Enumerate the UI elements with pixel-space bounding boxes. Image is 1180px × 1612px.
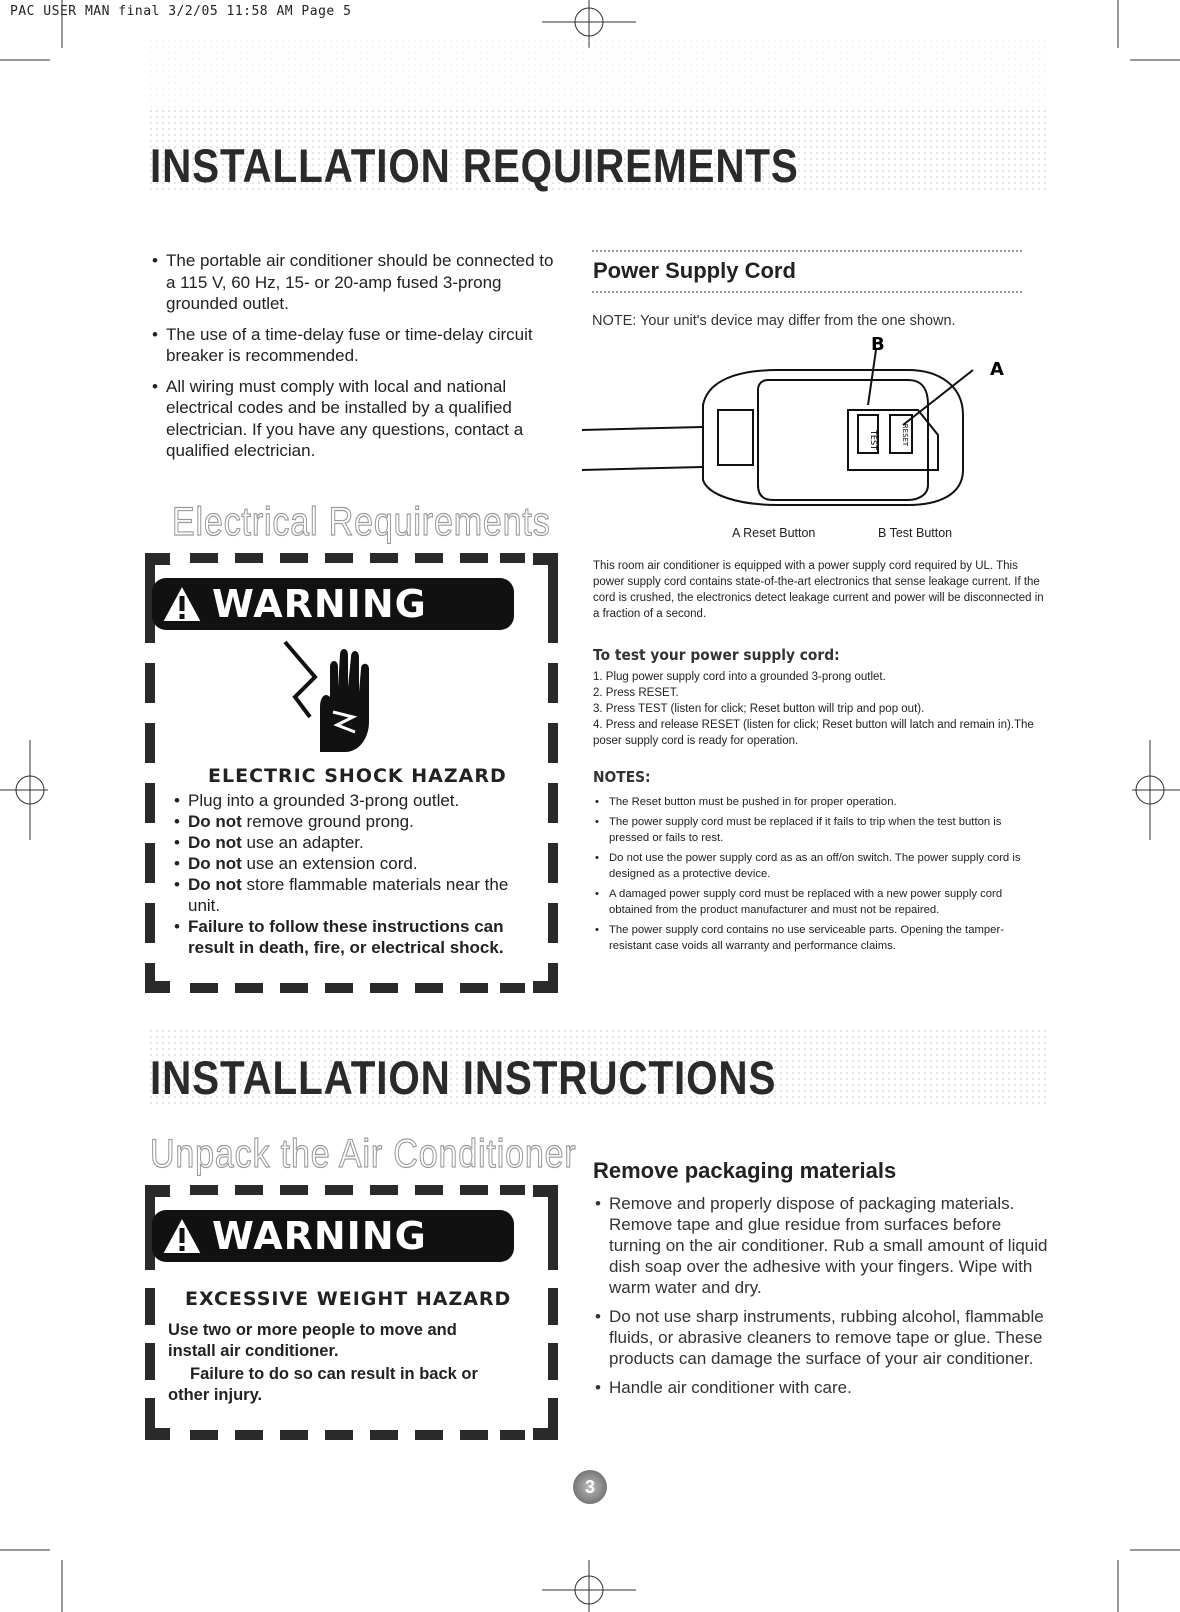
electric-shock-hazard-title: ELECTRIC SHOCK HAZARD (208, 765, 507, 787)
page-number: 3 (584, 1476, 595, 1497)
notes-title: NOTES: (593, 768, 651, 786)
list-item: • Do not use the power supply cord as as an off/on switch. The power supply cord is designed as a protective device. (593, 850, 1033, 882)
list-item: • Do not remove ground prong. (172, 811, 522, 832)
label-b: B (871, 334, 885, 355)
cord-description: This room air conditioner is equipped with a power supply cord required by UL. This power supply cord contains state-of-the-art electronics that sense leakage current. If the cord is crushed, the electronics detect leakage current and power will be disconnected in a fraction of a second. (593, 560, 1044, 620)
warning-triangle-icon (160, 1214, 204, 1258)
requirements-list (150, 250, 555, 471)
warning-label: WARNING (212, 1214, 427, 1258)
title-band-fade (150, 40, 1050, 110)
divider (592, 291, 1022, 295)
test-button-label: TEST (869, 430, 878, 450)
list-item: • Do not use sharp instruments, rubbing alcohol, flammable fluids, or abrasive cleaners to remove tape or glue. These products can damage the surface of your air conditioner. (593, 1306, 1053, 1369)
caption-b: B Test Button (878, 526, 953, 540)
cord-note: NOTE: Your unit's device may differ from the one shown. (592, 313, 956, 329)
list-item: • A damaged power supply cord must be replaced with a new power supply cord obtained from the product manufacturer and must not be repaired. (593, 886, 1033, 918)
remove-packaging-title: Remove packaging materials (593, 1158, 897, 1183)
power-supply-cord-title: Power Supply Cord (593, 258, 796, 283)
electrical-requirements-heading: Electrical Requirements (172, 500, 551, 544)
remove-packaging-list (593, 1193, 1053, 1406)
reset-button-label: RESET (901, 423, 909, 447)
list-item: • The Reset button must be pushed in for proper operation. (593, 794, 1033, 810)
weight-warning-line-1: Use two or more people to move and install air conditioner. (168, 1321, 457, 1360)
step: 1. Plug power supply cord into a grounded 3-prong outlet. (593, 671, 886, 683)
list-item: • The portable air conditioner should be connected to a 115 V, 60 Hz, 15- or 20-amp fused 3-prong grounded outlet. (150, 250, 555, 315)
warning-banner (152, 1210, 514, 1262)
installation-instructions-title: INSTALLATION INSTRUCTIONS (150, 1051, 777, 1104)
notes-list (593, 794, 1033, 958)
warning-banner (152, 578, 514, 630)
list-item: • All wiring must comply with local and national electrical codes and be installed by a qualified electrician. If you have any questions, contact a qualified electrician. (150, 376, 555, 462)
step: 4. Press and release RESET (listen for click; Reset button will latch and remain in).The poser supply cord is ready for operation. (593, 719, 1034, 747)
list-item: • Plug into a grounded 3-prong outlet. (172, 790, 522, 811)
list-item: • Do not store flammable materials near the unit. (172, 874, 522, 916)
shock-hazard-list (172, 790, 522, 958)
power-cord-diagram (578, 334, 1018, 520)
weight-warning-line-2: Failure to do so can result in back or other injury. (168, 1365, 478, 1404)
warning-label: WARNING (212, 582, 427, 626)
step: 2. Press RESET. (593, 687, 679, 699)
print-header: PAC USER MAN final 3/2/05 11:58 AM Page 5 (10, 4, 352, 19)
caption-a: A Reset Button (732, 526, 816, 540)
test-cord-title: To test your power supply cord: (593, 646, 840, 664)
divider (592, 250, 1022, 254)
list-item: • The use of a time-delay fuse or time-delay circuit breaker is recommended. (150, 324, 555, 367)
test-steps (593, 669, 1048, 749)
installation-requirements-title: INSTALLATION REQUIREMENTS (150, 139, 799, 192)
list-item: • Remove and properly dispose of packaging materials. Remove tape and glue residue from surfaces before turning on the air conditioner. Rub a small amount of liquid dish soap over the adhesive with your fingers. Wipe with warm water and dry. (593, 1193, 1053, 1298)
list-item: • Handle air conditioner with care. (593, 1377, 1053, 1398)
warning-triangle-icon (160, 582, 204, 626)
list-item: • Do not use an extension cord. (172, 853, 522, 874)
step: 3. Press TEST (listen for click; Reset button will trip and pop out). (593, 703, 925, 715)
list-item: • Failure to follow these instructions can result in death, fire, or electrical shock. (172, 916, 522, 958)
label-a: A (990, 359, 1004, 380)
list-item: • Do not use an adapter. (172, 832, 522, 853)
list-item: • The power supply cord contains no use serviceable parts. Opening the tamper-resistant case voids all warranty and performance claims. (593, 922, 1033, 954)
list-item: • The power supply cord must be replaced if it fails to trip when the test button is pressed or fails to rest. (593, 814, 1033, 846)
unpack-heading: Unpack the Air Conditioner (150, 1132, 577, 1176)
weight-hazard-title: EXCESSIVE WEIGHT HAZARD (185, 1288, 512, 1310)
page-number-badge (573, 1470, 607, 1504)
electric-shock-icon (275, 637, 390, 757)
